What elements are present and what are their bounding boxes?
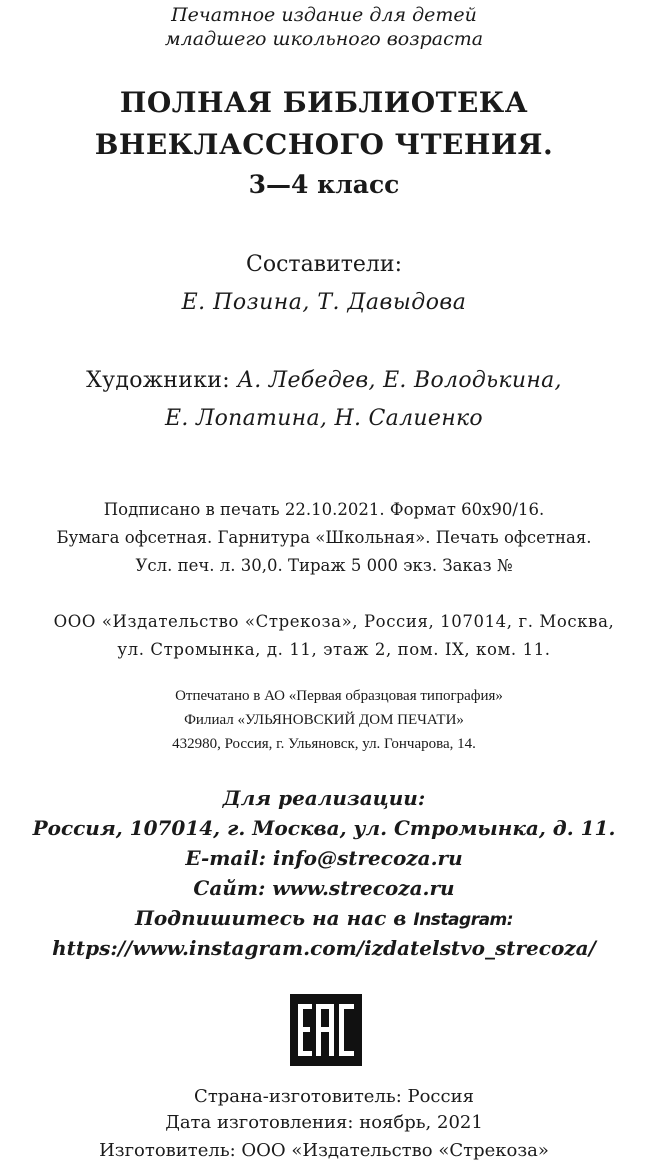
header-note-line-1: Печатное издание для детей <box>171 4 477 26</box>
imprint-line-1: Подписано в печать 22.10.2021. Формат 60x90/16. <box>103 500 545 519</box>
imprint-line-2: Бумага офсетная. Гарнитура «Школьная». Печать офсетная. <box>56 528 592 547</box>
instagram-wordmark: Instagram: <box>413 910 514 930</box>
artists-label: Художники: <box>86 368 230 393</box>
printer-line-3: 432980, Россия, г. Ульяновск, ул. Гончарова, 14. <box>172 736 476 752</box>
sales-address: Россия, 107014, г. Москва, ул. Стромынка, д. 11. <box>32 816 616 840</box>
manufacturer-line-1: Страна-изготовитель: Россия <box>194 1086 474 1107</box>
printer-line-1: Отпечатано в АО «Первая образцовая типография» <box>175 688 503 704</box>
publisher-line-2: ул. Стромынка, д. 11, этаж 2, пом. IX, ком. 11. <box>117 640 551 659</box>
sales-subscribe-line <box>0 906 648 930</box>
imprint-line-3: Усл. печ. л. 30,0. Тираж 5 000 экз. Заказ № <box>135 556 513 575</box>
header-note-line-2: младшего школьного возраста <box>164 28 484 50</box>
artists-line-1 <box>0 368 648 393</box>
artists-names-2: Е. Лопатина, Н. Салиенко <box>165 406 483 431</box>
title-line-1: ПОЛНАЯ БИБЛИОТЕКА <box>119 86 529 119</box>
manufacturer-line-2: Дата изготовления: ноябрь, 2021 <box>165 1112 483 1133</box>
subscribe-text: Подпишитесь на нас в <box>134 906 407 930</box>
compilers-names: Е. Позина, Т. Давыдова <box>181 290 467 315</box>
grade-label: 3—4 класс <box>248 170 400 199</box>
eac-mark-icon <box>290 994 362 1066</box>
manufacturer-line-3: Изготовитель: ООО «Издательство «Стрекоза» <box>99 1140 549 1161</box>
sales-heading: Для реализации: <box>222 786 426 810</box>
artists-line-2 <box>0 406 648 431</box>
artists-names-1: А. Лебедев, Е. Володькина, <box>237 368 562 393</box>
eac-mark-svg <box>290 994 362 1066</box>
sales-email[interactable]: E-mail: info@strecoza.ru <box>185 846 463 870</box>
printer-line-2: Филиал «УЛЬЯНОВСКИЙ ДОМ ПЕЧАТИ» <box>184 712 464 728</box>
instagram-url[interactable]: https://www.instagram.com/izdatelstvo_strecoza/ <box>52 936 596 960</box>
title-line-2: ВНЕКЛАССНОГО ЧТЕНИЯ. <box>94 128 554 161</box>
compilers-label: Составители: <box>246 252 402 277</box>
sales-site[interactable]: Сайт: www.strecoza.ru <box>193 876 455 900</box>
publisher-line-1: ООО «Издательство «Стрекоза», Россия, 107014, г. Москва, <box>53 612 615 631</box>
